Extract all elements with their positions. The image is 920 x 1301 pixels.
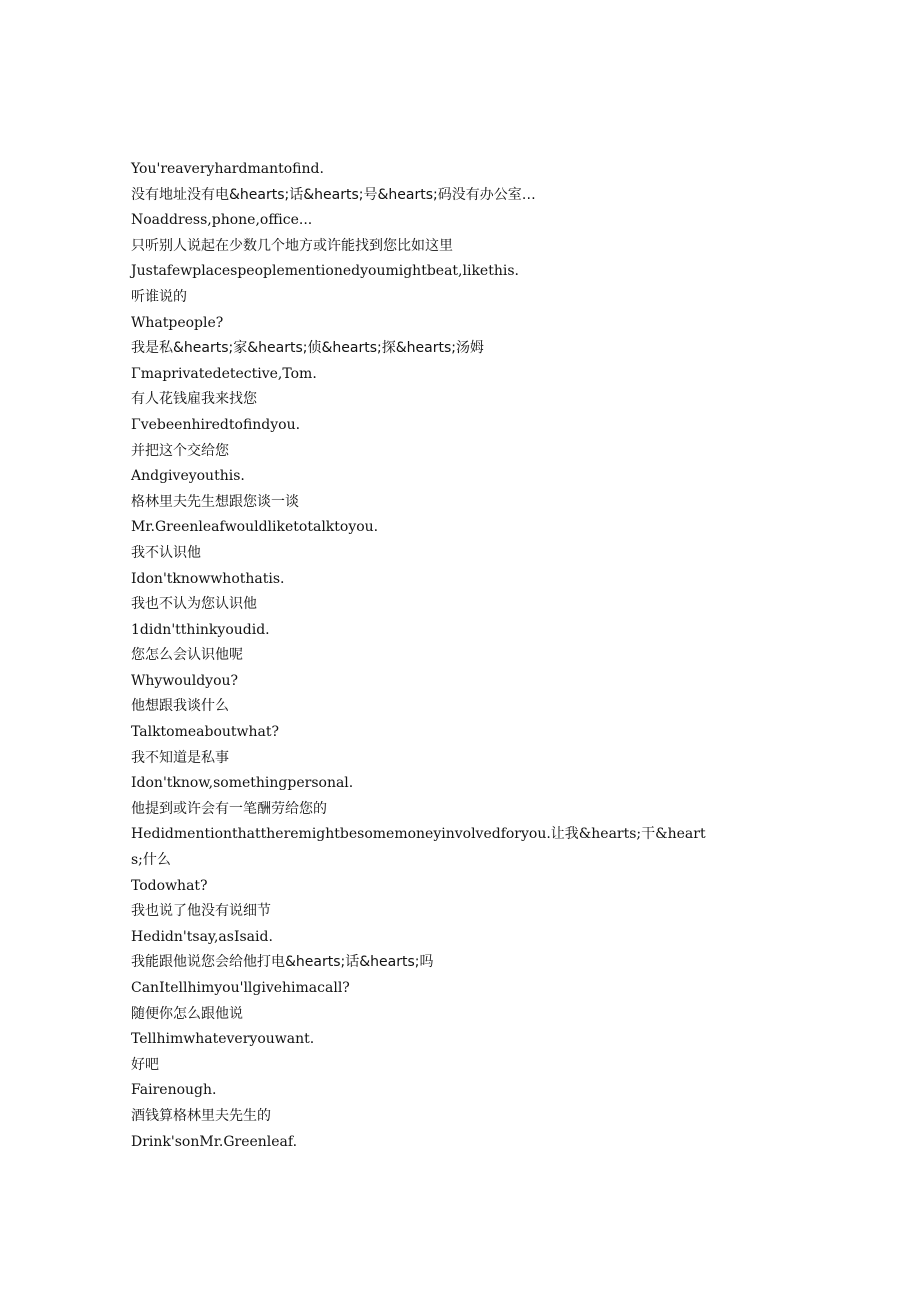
transcript-line: Hedidn'tsay,asIsaid. <box>131 928 273 945</box>
transcript-line: 我不认识他 <box>131 544 201 561</box>
transcript-line: Idon'tknowwhothatis. <box>131 570 285 587</box>
transcript-line: 有人花钱雇我来找您 <box>131 391 257 408</box>
transcript-line: 我不知道是私事 <box>131 749 229 766</box>
transcript-line: 我也不认为您认识他 <box>131 596 257 613</box>
transcript-line: Γmaprivatedetective,Tom. <box>131 365 317 382</box>
transcript-line: 1didn'tthinkyoudid. <box>131 621 270 638</box>
transcript-line: 我是私&hearts;家&hearts;侦&hearts;探&hearts;汤姆 <box>131 340 484 357</box>
transcript-line: Mr.Greenleafwouldliketotalktoyou. <box>131 519 379 536</box>
transcript-line: 好吧 <box>131 1056 159 1073</box>
transcript-line: 听谁说的 <box>131 288 187 305</box>
transcript-line: Fairenough. <box>131 1082 217 1099</box>
transcript-line: Andgiveyouthis. <box>131 468 245 485</box>
transcript-line: Talktomeaboutwhat? <box>131 724 280 741</box>
transcript-line: Justafewplacespeoplementionedyoumightbeat,likethis. <box>131 263 519 280</box>
transcript-line: Whatpeople? <box>131 314 224 331</box>
transcript-line: Noaddress,phone,office... <box>131 212 313 229</box>
subtitle-transcript <box>131 157 731 1155</box>
transcript-line: 我也说了他没有说细节 <box>131 903 271 920</box>
transcript-line: Hedidmentionthattheremightbesomemoneyinvolvedforyou.让我&hearts;干&hearts;什么 <box>131 826 706 869</box>
transcript-line: 并把这个交给您 <box>131 442 229 459</box>
transcript-line: 我能跟他说您会给他打电&hearts;话&hearts;吗 <box>131 954 434 971</box>
transcript-line: You'reaveryhardmantofind. <box>131 161 324 177</box>
transcript-line: Drink'sonMr.Greenleaf. <box>131 1133 298 1150</box>
transcript-line: 酒钱算格林里夫先生的 <box>131 1107 271 1124</box>
transcript-line: 他想跟我谈什么 <box>131 698 229 715</box>
transcript-line: 随便你怎么跟他说 <box>131 1005 243 1022</box>
transcript-line: Whywouldyou? <box>131 672 239 689</box>
transcript-line: Tellhimwhateveryouwant. <box>131 1031 315 1048</box>
transcript-line: CanItellhimyou'llgivehimacall? <box>131 980 350 996</box>
transcript-line: Γvebeenhiredtofindyou. <box>131 416 301 433</box>
transcript-line: Idon'tknow,somethingpersonal. <box>131 775 354 792</box>
transcript-line: 没有地址没有电&hearts;话&hearts;号&hearts;码没有办公室… <box>131 186 536 203</box>
transcript-line: 他提到或许会有一笔酬劳给您的 <box>131 800 327 817</box>
transcript-line: 您怎么会认识他呢 <box>131 647 243 664</box>
transcript-line: Todowhat? <box>131 877 208 894</box>
transcript-line: 只听别人说起在少数几个地方或许能找到您比如这里 <box>131 237 453 254</box>
transcript-line: 格林里夫先生想跟您谈一谈 <box>131 493 299 510</box>
